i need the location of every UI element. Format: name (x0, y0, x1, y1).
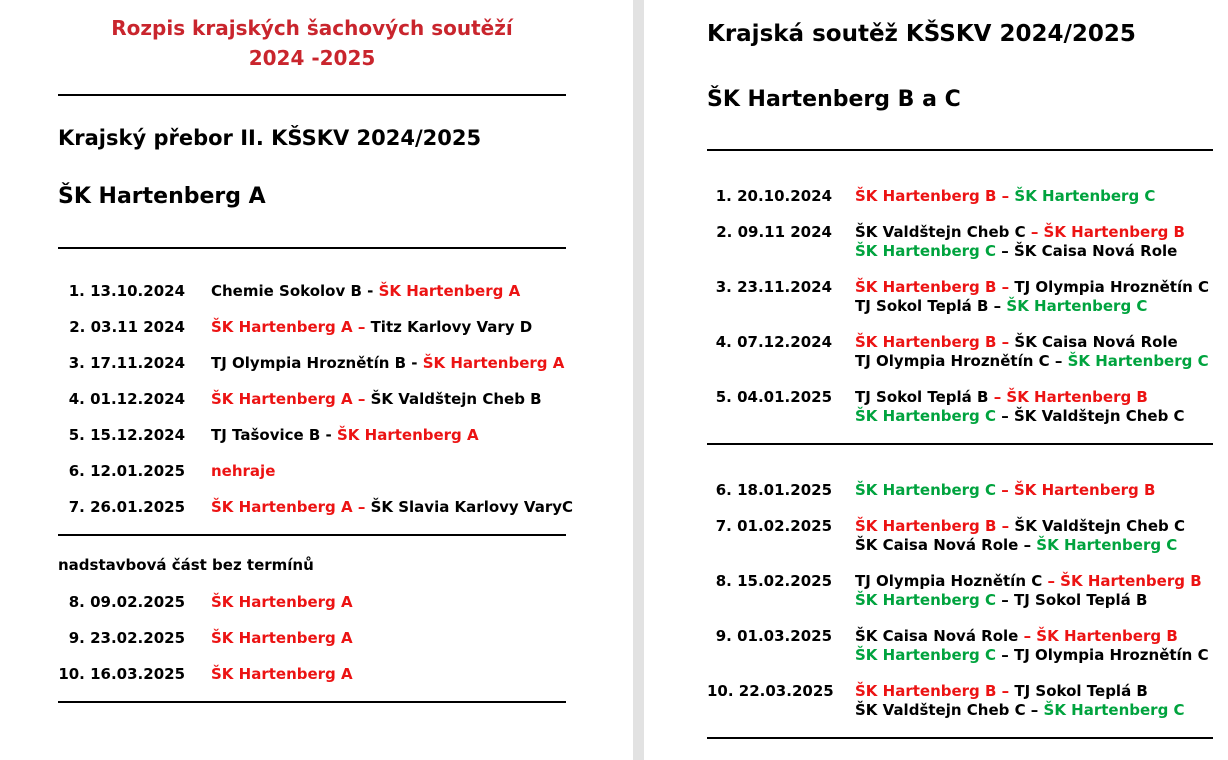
team-name-highlight: ŠK Hartenberg C (1043, 700, 1185, 719)
match-date: 1. 20.10.2024 (715, 186, 832, 205)
match-date: 7. 26.01.2025 (68, 497, 185, 516)
match-line (855, 627, 1209, 646)
team-name: – TJ Sokol Teplá B (996, 590, 1148, 609)
match-date: 2. 09.11 2024 (716, 222, 832, 241)
schedule-row (707, 682, 1213, 720)
competition-title-right: Krajská soutěž KŠSKV 2024/2025 (707, 21, 1136, 47)
team-name-highlight: ŠK Hartenberg A (422, 353, 565, 372)
match-date: 4. 01.12.2024 (68, 389, 185, 408)
team-name-highlight: ŠK Hartenberg C (855, 590, 997, 609)
team-name: – ŠK Valdštejn Cheb C (996, 406, 1185, 425)
schedule-row (707, 278, 1213, 316)
match-line (855, 352, 1209, 371)
team-name: ŠK Valdštejn Cheb C (855, 222, 1031, 241)
schedule-row (58, 593, 566, 612)
team-name-highlight: ŠK Hartenberg C (1067, 351, 1209, 370)
match-date: 5. 15.12.2024 (68, 425, 185, 444)
schedule-row (707, 388, 1213, 426)
team-name-highlight: – ŠK Hartenberg B (996, 480, 1156, 499)
competition-title-left: Krajský přebor II. KŠSKV 2024/2025 (58, 126, 482, 150)
team-name-highlight: ŠK Hartenberg B – (855, 186, 1015, 205)
team-name: TJ Tašovice B - (211, 425, 337, 444)
section-note: nadstavbová část bez termínů (58, 555, 314, 574)
team-name-highlight: ŠK Hartenberg C (855, 241, 997, 260)
team-title-left: ŠK Hartenberg A (58, 184, 266, 210)
match-line (855, 682, 1185, 701)
separator-line (58, 701, 566, 703)
match-date: 9. 23.02.2025 (68, 628, 185, 647)
match-pairing (211, 462, 275, 481)
match-pairing (855, 682, 1185, 720)
team-name: TJ Sokol Teplá B – (855, 296, 1007, 315)
match-pairing (211, 318, 532, 337)
schedule-row (58, 665, 566, 684)
match-line (855, 333, 1209, 352)
team-name: TJ Olympia Hroznětín C – (855, 351, 1068, 370)
schedule-row (58, 629, 566, 648)
match-pairing (855, 333, 1209, 371)
team-name-highlight: ŠK Hartenberg B – (855, 332, 1015, 351)
match-pairing (211, 498, 573, 517)
team-name-highlight: ŠK Hartenberg C (1036, 535, 1178, 554)
schedule-row (58, 497, 574, 517)
schedule-row (58, 354, 566, 373)
schedule-row (58, 318, 566, 337)
page-divider (633, 0, 644, 760)
match-date: 6. 18.01.2025 (715, 480, 832, 499)
match-line (855, 278, 1209, 297)
left-page (58, 0, 574, 703)
team-name-highlight: – ŠK Hartenberg B (1023, 626, 1178, 645)
match-pairing (855, 627, 1209, 665)
team-name-highlight: ŠK Hartenberg A – (211, 497, 371, 516)
document-title-line1: Rozpis krajských šachových soutěží (111, 16, 513, 40)
team-name: ŠK Caisa Nová Role – (855, 535, 1037, 554)
team-name-highlight: ŠK Hartenberg A – (211, 389, 371, 408)
match-line (211, 282, 520, 301)
team-name-highlight: ŠK Hartenberg A (211, 628, 353, 647)
team-name: TJ Sokol Teplá B (855, 387, 994, 406)
match-date: 4. 07.12.2024 (715, 332, 832, 351)
right-page (707, 0, 1213, 739)
match-date: 10. 16.03.2025 (58, 664, 185, 683)
match-date: 3. 23.11.2024 (715, 277, 832, 296)
team-name: ŠK Valdštejn Cheb B (370, 389, 542, 408)
team-name-highlight: ŠK Hartenberg A (378, 281, 521, 300)
team-name-highlight: ŠK Hartenberg B – (855, 681, 1015, 700)
match-line (855, 297, 1209, 316)
schedule-list-autumn (707, 187, 1213, 426)
team-name-highlight: – ŠK Hartenberg B (993, 387, 1148, 406)
team-name-highlight: ŠK Hartenberg C (1006, 296, 1148, 315)
team-name-highlight: ŠK Hartenberg A (211, 664, 353, 683)
match-date: 5. 04.01.2025 (715, 387, 832, 406)
match-line (855, 646, 1209, 665)
team-name: ŠK Valdštejn Cheb C – (855, 700, 1044, 719)
match-pairing (211, 354, 564, 373)
schedule-row (58, 426, 566, 445)
match-pairing (211, 282, 520, 301)
team-name: ŠK Slavia Karlovy VaryC (370, 497, 574, 516)
match-pairing (211, 426, 479, 445)
match-line (211, 593, 353, 612)
separator-line (707, 149, 1213, 151)
match-date: 8. 15.02.2025 (715, 571, 832, 590)
match-line (855, 481, 1155, 500)
match-line (211, 498, 573, 517)
team-name-highlight: ŠK Hartenberg C (855, 645, 997, 664)
separator-line (707, 443, 1213, 445)
match-pairing (855, 187, 1155, 206)
match-line (855, 223, 1185, 242)
team-name: Chemie Sokolov B - (211, 281, 379, 300)
match-pairing (855, 388, 1185, 426)
match-line (855, 701, 1185, 720)
team-name-highlight: ŠK Hartenberg A (211, 592, 353, 611)
schedule-row (707, 481, 1213, 500)
match-pairing (211, 390, 542, 409)
team-name-highlight: ŠK Hartenberg C (855, 406, 997, 425)
team-name-highlight: ŠK Hartenberg A (337, 425, 479, 444)
match-pairing (855, 517, 1185, 555)
match-line (211, 426, 479, 445)
match-line (211, 354, 564, 373)
schedule-list-spring (707, 481, 1213, 720)
team-name: – ŠK Caisa Nová Role (996, 241, 1178, 260)
document-title-line2: 2024 -2025 (248, 46, 376, 70)
match-pairing (211, 665, 353, 684)
separator-line (58, 247, 566, 249)
team-name: TJ Olympia Hoznětín C (855, 571, 1048, 590)
match-date: 7. 01.02.2025 (715, 516, 832, 535)
match-date: 8. 09.02.2025 (68, 592, 185, 611)
team-name: ŠK Caisa Nová Role (855, 626, 1024, 645)
match-line (855, 536, 1185, 555)
match-line (211, 629, 353, 648)
match-line (855, 187, 1155, 206)
team-name-highlight: ŠK Hartenberg C (1014, 186, 1156, 205)
schedule-list-extra (58, 593, 566, 684)
match-line (855, 591, 1202, 610)
match-line (855, 388, 1185, 407)
match-date: 3. 17.11.2024 (68, 353, 185, 372)
team-name: TJ Olympia Hroznětín B - (211, 353, 423, 372)
match-line (855, 572, 1202, 591)
team-name-highlight: – ŠK Hartenberg B (1047, 571, 1202, 590)
separator-line (58, 94, 566, 96)
match-line (211, 665, 353, 684)
team-name: TJ Olympia Hroznětín C (1014, 277, 1210, 296)
schedule-row (707, 187, 1213, 206)
match-line (211, 462, 275, 481)
schedule-list-main (58, 281, 574, 517)
match-date: 6. 12.01.2025 (68, 461, 185, 480)
match-line (855, 517, 1185, 536)
match-date: 2. 03.11 2024 (69, 317, 185, 336)
match-pairing (855, 278, 1209, 316)
schedule-row (58, 462, 566, 481)
match-line (211, 318, 532, 337)
schedule-row (58, 390, 566, 409)
match-line (855, 407, 1185, 426)
match-pairing (211, 629, 353, 648)
match-pairing (211, 593, 353, 612)
match-pairing (855, 481, 1155, 500)
schedule-row (58, 282, 566, 301)
document-title (58, 13, 566, 73)
team-name-highlight: nehraje (211, 461, 276, 480)
match-date: 9. 01.03.2025 (715, 626, 832, 645)
team-title-right: ŠK Hartenberg B a C (707, 86, 961, 112)
schedule-row (707, 572, 1213, 610)
match-pairing (855, 572, 1202, 610)
team-name-highlight: ŠK Hartenberg B – (855, 277, 1015, 296)
team-name-highlight: ŠK Hartenberg A – (211, 317, 371, 336)
match-date: 10. 22.03.2025 (707, 681, 834, 700)
separator-line (707, 737, 1213, 739)
team-name-highlight: ŠK Hartenberg C (855, 480, 997, 499)
team-name-highlight: – ŠK Hartenberg B (1030, 222, 1185, 241)
match-pairing (855, 223, 1185, 261)
schedule-row (707, 333, 1213, 371)
match-line (211, 390, 542, 409)
team-name: – TJ Olympia Hroznětín C (996, 645, 1209, 664)
team-name: TJ Sokol Teplá B (1014, 681, 1148, 700)
team-name: Titz Karlovy Vary D (370, 317, 533, 336)
schedule-row (707, 223, 1213, 261)
schedule-row (707, 517, 1213, 555)
match-line (855, 242, 1185, 261)
separator-line (58, 534, 566, 536)
schedule-row (707, 627, 1213, 665)
team-name: ŠK Valdštejn Cheb C (1014, 516, 1185, 535)
team-name: ŠK Caisa Nová Role (1014, 332, 1178, 351)
team-name-highlight: ŠK Hartenberg B – (855, 516, 1015, 535)
match-date: 1. 13.10.2024 (68, 281, 185, 300)
